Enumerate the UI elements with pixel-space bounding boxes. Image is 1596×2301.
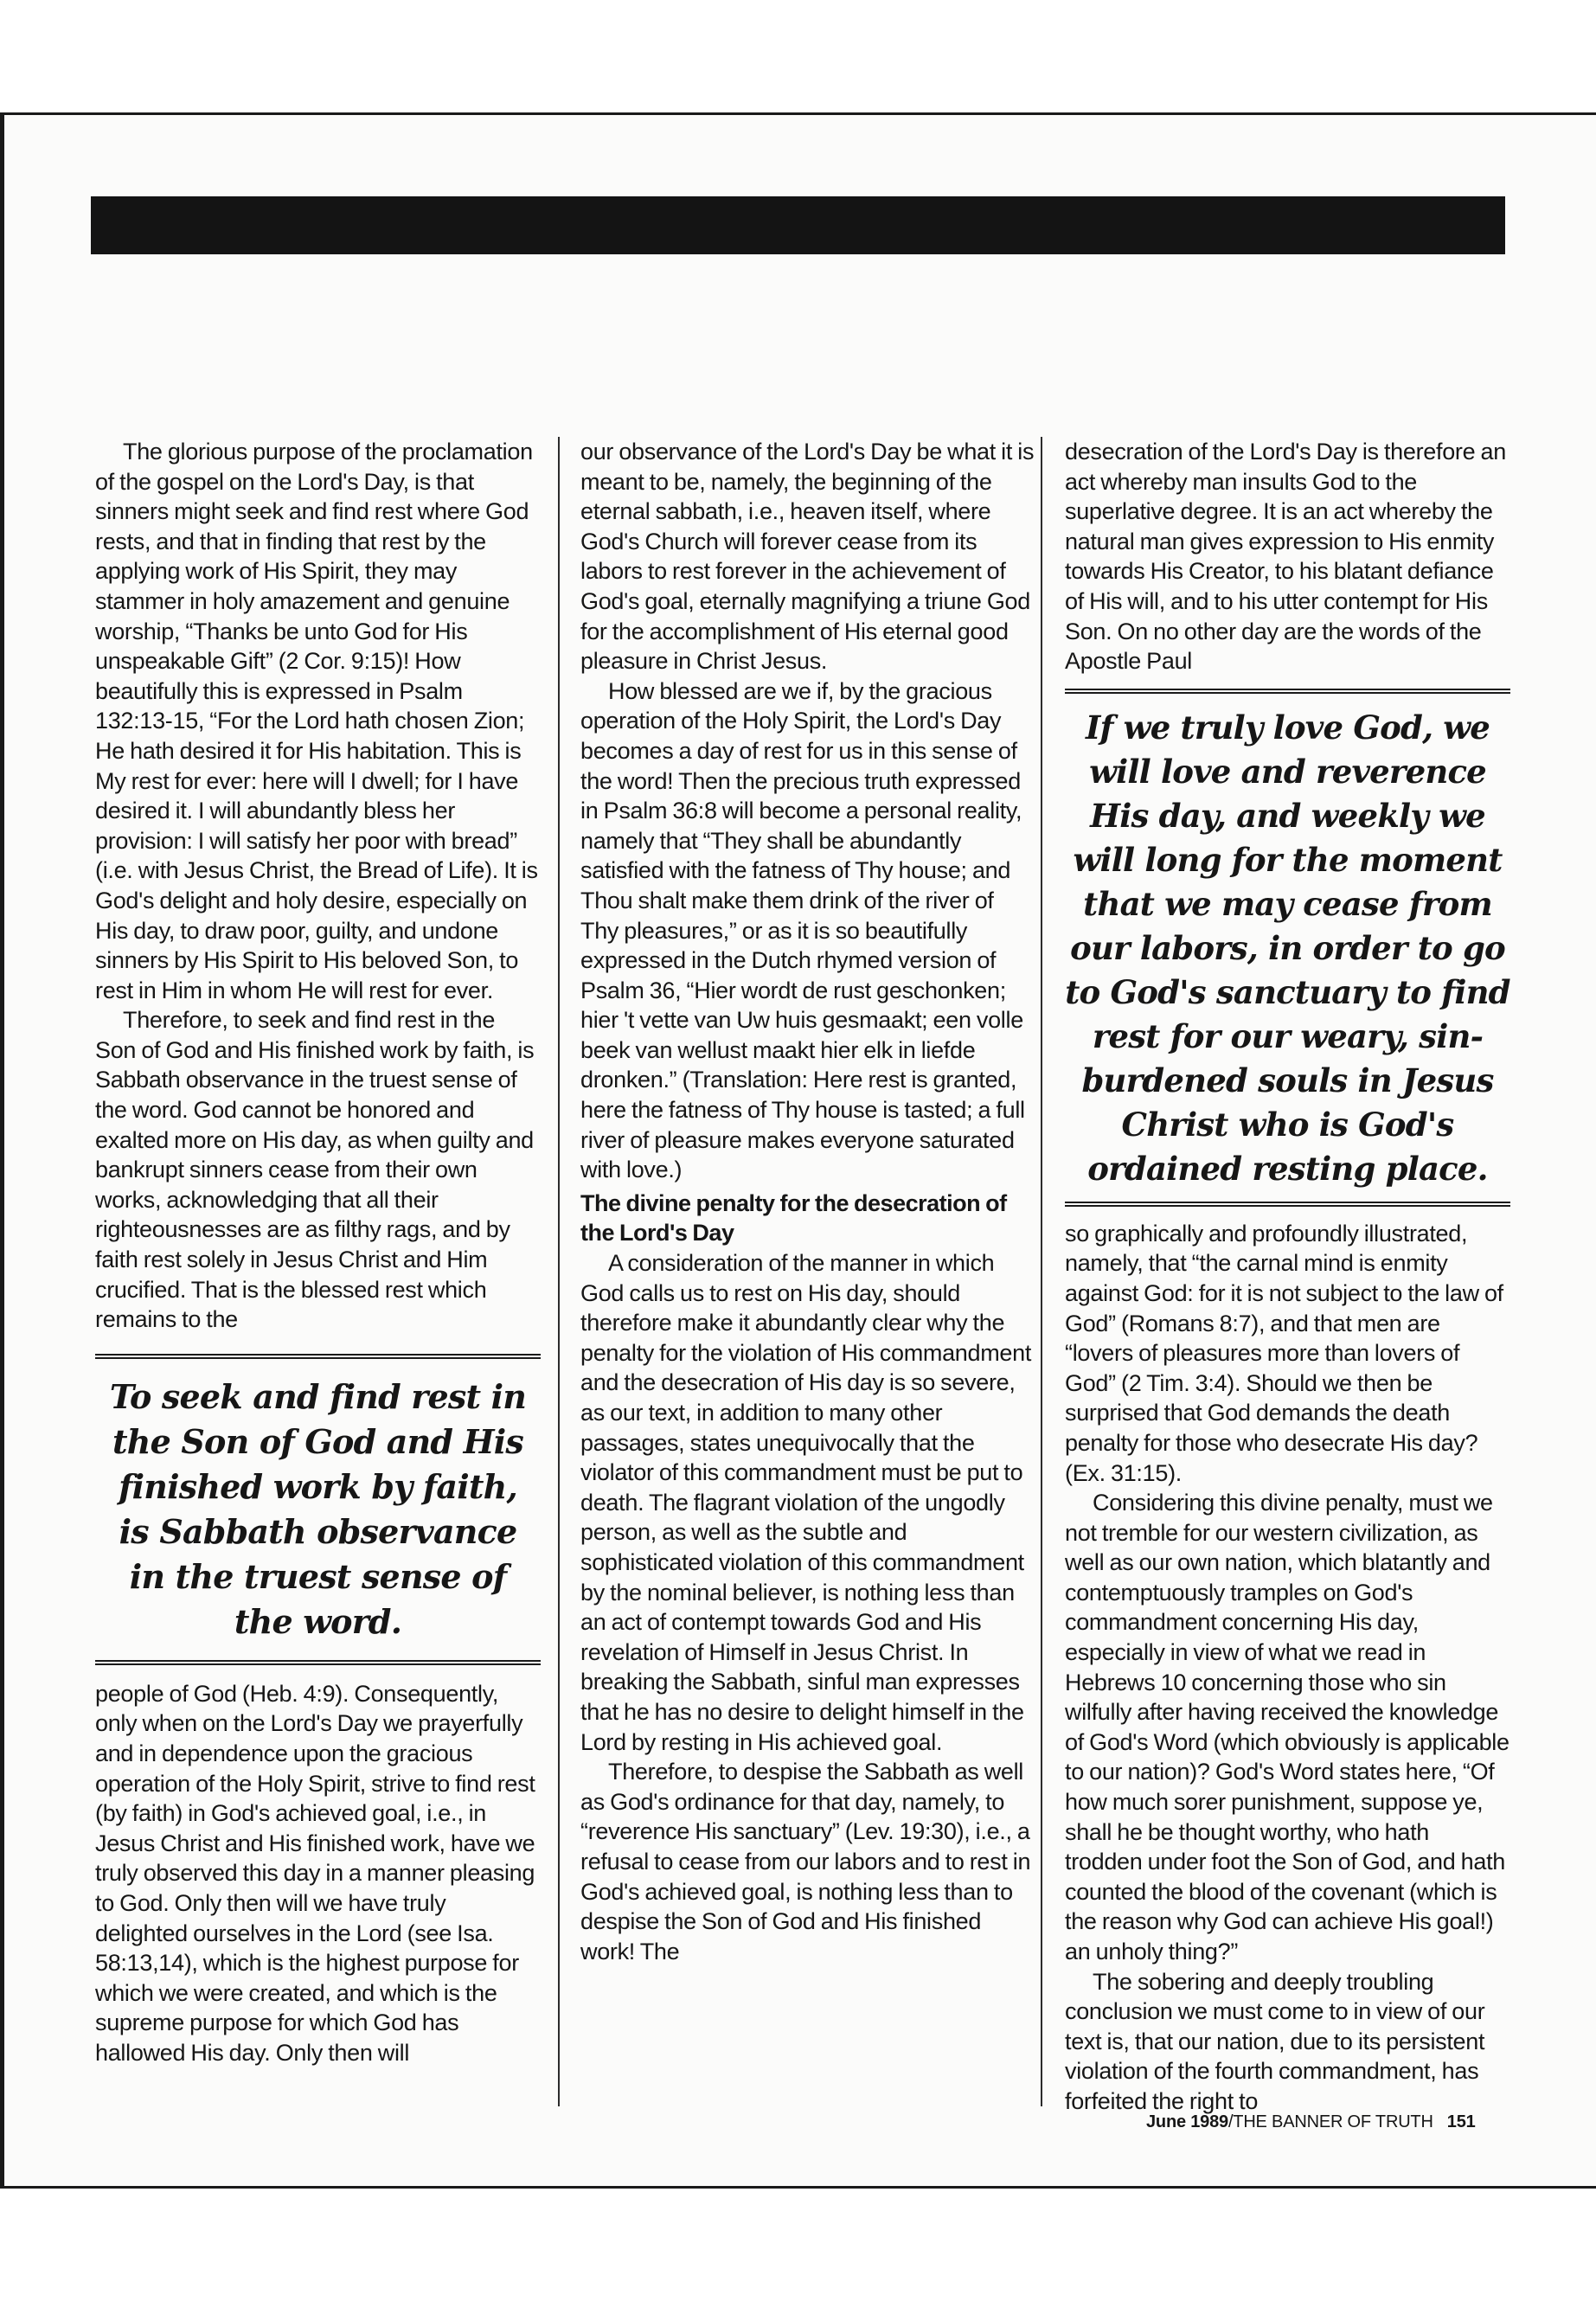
publication-name: THE BANNER OF TRUTH [1233, 2112, 1433, 2131]
paragraph: How blessed are we if, by the gracious operation of the Holy Spirit, the Lord's Day becomes a day of rest for us in this sense of the word! Then the precious truth expressed in Psalm 36:8 will become a personal reality, namely that “They shall be abundantly satisfied with the fatness of Thy house; and Thou shalt make them drink of the river of Thy pleasures,” or as it is so beautifully expressed in the Dutch rhymed version of Psalm 36, “Hier wordt de rust geschonken; hier 't vette van Uw huis gesmaakt; een volle beek van wellust maakt hier elk in liefde dronken.” (Translation: Here rest is granted, here the fatness of Thy house is tasted; a full river of pleasure makes everyone saturated with love.) [580, 677, 1025, 1183]
paragraph: our observance of the Lord's Day be what it is meant to be, namely, the beginning of the eternal sabbath, i.e., heaven itself, where God's Church will forever cease from its labors to rest forever in the achievement of God's goal, eternally magnifying a triune God for the accomplishment of His eternal good pleasure in Christ Jesus. [580, 439, 1035, 675]
paragraph: Considering this divine penalty, must we not tremble for our western civilization, as well as our own nation, which blatantly and contemptuously tramples on God's commandment concerning His day, especially in view of what we read in Hebrews 10 concerning those who sin wilfully after having received the knowledge of God's Word (which obviously is applicable to our nation)? God's Word states here, “Of how much sorer punishment, suppose ye, shall he be thought worthy, who hath trodden under foot the Son of God, and hath counted the blood of the covenant (which is the reason why God can achieve His goal!) an unholy thing?” [1065, 1490, 1509, 1965]
paragraph: The glorious purpose of the proclamation of the gospel on the Lord's Day, is that sinners might seek and find rest where God rests, and that in finding that rest by the applying work of His Spirit, they may stammer in holy amazement and genuine worship, “Thanks be unto God for His unspeakable Gift” (2 Cor. 9:15)! How beautifully this is expressed in Psalm 132:13-15, “For the Lord hath chosen Zion; He hath desired it for His habitation. This is My rest for ever: here will I dwell; for I have desired it. I will abundantly bless her provision: I will satisfy her poor with bread” (i.e. with Jesus Christ, the Bread of Life). It is God's delight and holy desire, especially on His day, to draw poor, guilty, and undone sinners by His Spirit to His beloved Son, to rest in Him in whom He will rest for ever. [95, 439, 538, 1003]
header-bar [91, 196, 1505, 254]
paragraph: The sobering and deeply troubling conclusion we must come to in view of our text is, that our nation, due to its persistent violation of the fourth commandment, has forfeited the right to [1065, 1968, 1485, 2114]
pull-quote: If we truly love God, we will love and reverence His day, and weekly we will long for the moment that we may cease from our labors, in order to go to God's sanctuary to find rest for our weary, sin-burdened souls in Jesus Christ who is God's ordained resting place. [1065, 689, 1510, 1207]
page-number: 151 [1446, 2112, 1476, 2131]
page-edge [0, 112, 4, 2189]
paragraph: Therefore, to seek and find rest in the Son of God and His finished work by faith, is Sabbath observance in the truest sense of the word. God cannot be honored and exalted more on His day, as when guilty and bankrupt sinners cease from their own works, acknowledging that all their righteousnesses are as filthy rags, and by faith rest solely in Jesus Christ and Him crucified. That is the blessed rest which remains to the [95, 1007, 535, 1333]
section-heading: The divine penalty for the desecration of the Lord's Day [580, 1189, 1007, 1247]
column-divider [558, 437, 560, 2106]
footer-separator: / [1227, 2112, 1234, 2131]
column-divider [1041, 437, 1042, 2106]
issue-date: June 1989 [1146, 2112, 1228, 2131]
pull-quote: To seek and find rest in the Son of God and His finished work by faith, is Sabbath observance in the truest sense of the word. [95, 1354, 541, 1665]
page-footer [1146, 2112, 1476, 2132]
column-2 [580, 437, 1035, 1966]
column-3 [1065, 437, 1510, 2117]
paragraph: Therefore, to despise the Sabbath as well as God's ordinance for that day, namely, to “reverence His sanctuary” (Lev. 19:30), i.e., a refusal to cease from our labors and to rest in God's achieved goal, is nothing less than to despise the Son of God and His finished work! The [580, 1759, 1031, 1965]
paragraph: so graphically and profoundly illustrated, namely, that “the carnal mind is enmity against God: for it is not subject to the law of God” (Romans 8:7), and that men are “lovers of pleasures more than lovers of God” (2 Tim. 3:4). Should we then be surprised that God demands the death penalty for those who desecrate His day? (Ex. 31:15). [1065, 1220, 1503, 1486]
paragraph: people of God (Heb. 4:9). Consequently, only when on the Lord's Day we prayerfully and in dependence upon the gracious operation of the Holy Spirit, strive to find rest (by faith) in God's achieved goal, i.e., in Jesus Christ and His finished work, have we truly observed this day in a manner pleasing to God. Only then will we have truly delighted ourselves in the Lord (see Isa. 58:13,14), which is the highest purpose for which we were created, and which is the supreme purpose for which God has hallowed His day. Only then will [95, 1680, 535, 2066]
paragraph: desecration of the Lord's Day is therefore an act whereby man insults God to the superlative degree. It is an act whereby the natural man gives expression to His enmity towards His Creator, to his blatant defiance of His will, and to his utter contempt for His Son. On no other day are the words of the Apostle Paul [1065, 439, 1506, 675]
column-1 [95, 437, 541, 2068]
paragraph: A consideration of the manner in which God calls us to rest on His day, should therefore make it abundantly clear why the penalty for the violation of His commandment and the desecration of His day is so severe, as our text, in addition to many other passages, states unequivocally that the violator of this commandment must be put to death. The flagrant violation of the ungodly person, as well as the subtle and sophisticated violation of this commandment by the nominal believer, is nothing less than an act of contempt towards God and His revelation of Himself in Jesus Christ. In breaking the Sabbath, sinful man expresses that he has no desire to delight himself in the Lord by resting in His achieved goal. [580, 1250, 1032, 1755]
